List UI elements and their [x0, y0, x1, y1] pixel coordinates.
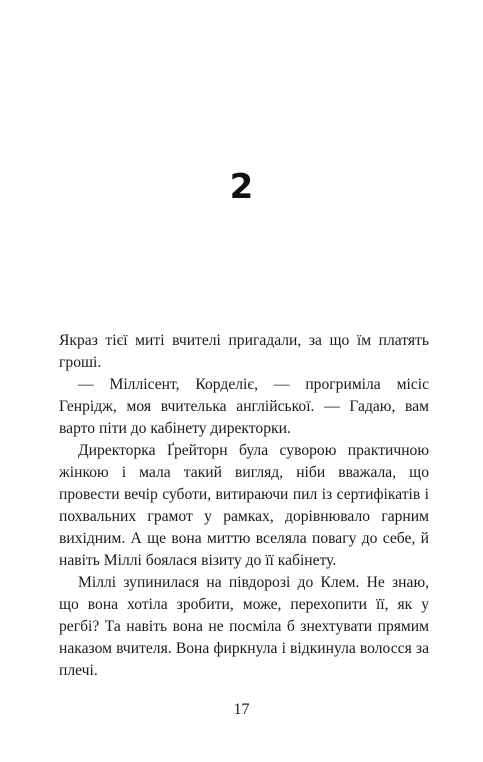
paragraph-2: — Міллісент, Корделіє, — прогриміла місіс Генрідж, моя вчителька англійської. — Гадаю, вам варто піти до кабінету директорки. — [59, 376, 429, 437]
chapter-number: 2 — [229, 167, 254, 207]
paragraph-1: Якраз тієї миті вчителі пригадали, за що їм платять гроші. — [59, 332, 429, 371]
paragraph-3: Директорка Ґрейторн була суворою практичною жінкою і мала такий вигляд, ніби вважала, що провести вечір суботи, витираючи пил із сертифікатів і похвальних грамот у рамках, дорівнювало гарним вихідним. А ще вона миттю вселяла повагу до себе, й навіть Міллі боялася візиту до її кабінету. — [59, 442, 429, 569]
body-text — [59, 330, 429, 682]
page-number: 17 — [233, 701, 250, 718]
paragraph-4: Міллі зупинилася на півдорозі до Клем. Не знаю, що вона хотіла зробити, може, перехопити її, як у регбі? Та навіть вона не посміла б знехтувати прямим наказом вчителя. Вона фиркнула і відкинула волосся за плечі. — [59, 574, 429, 679]
